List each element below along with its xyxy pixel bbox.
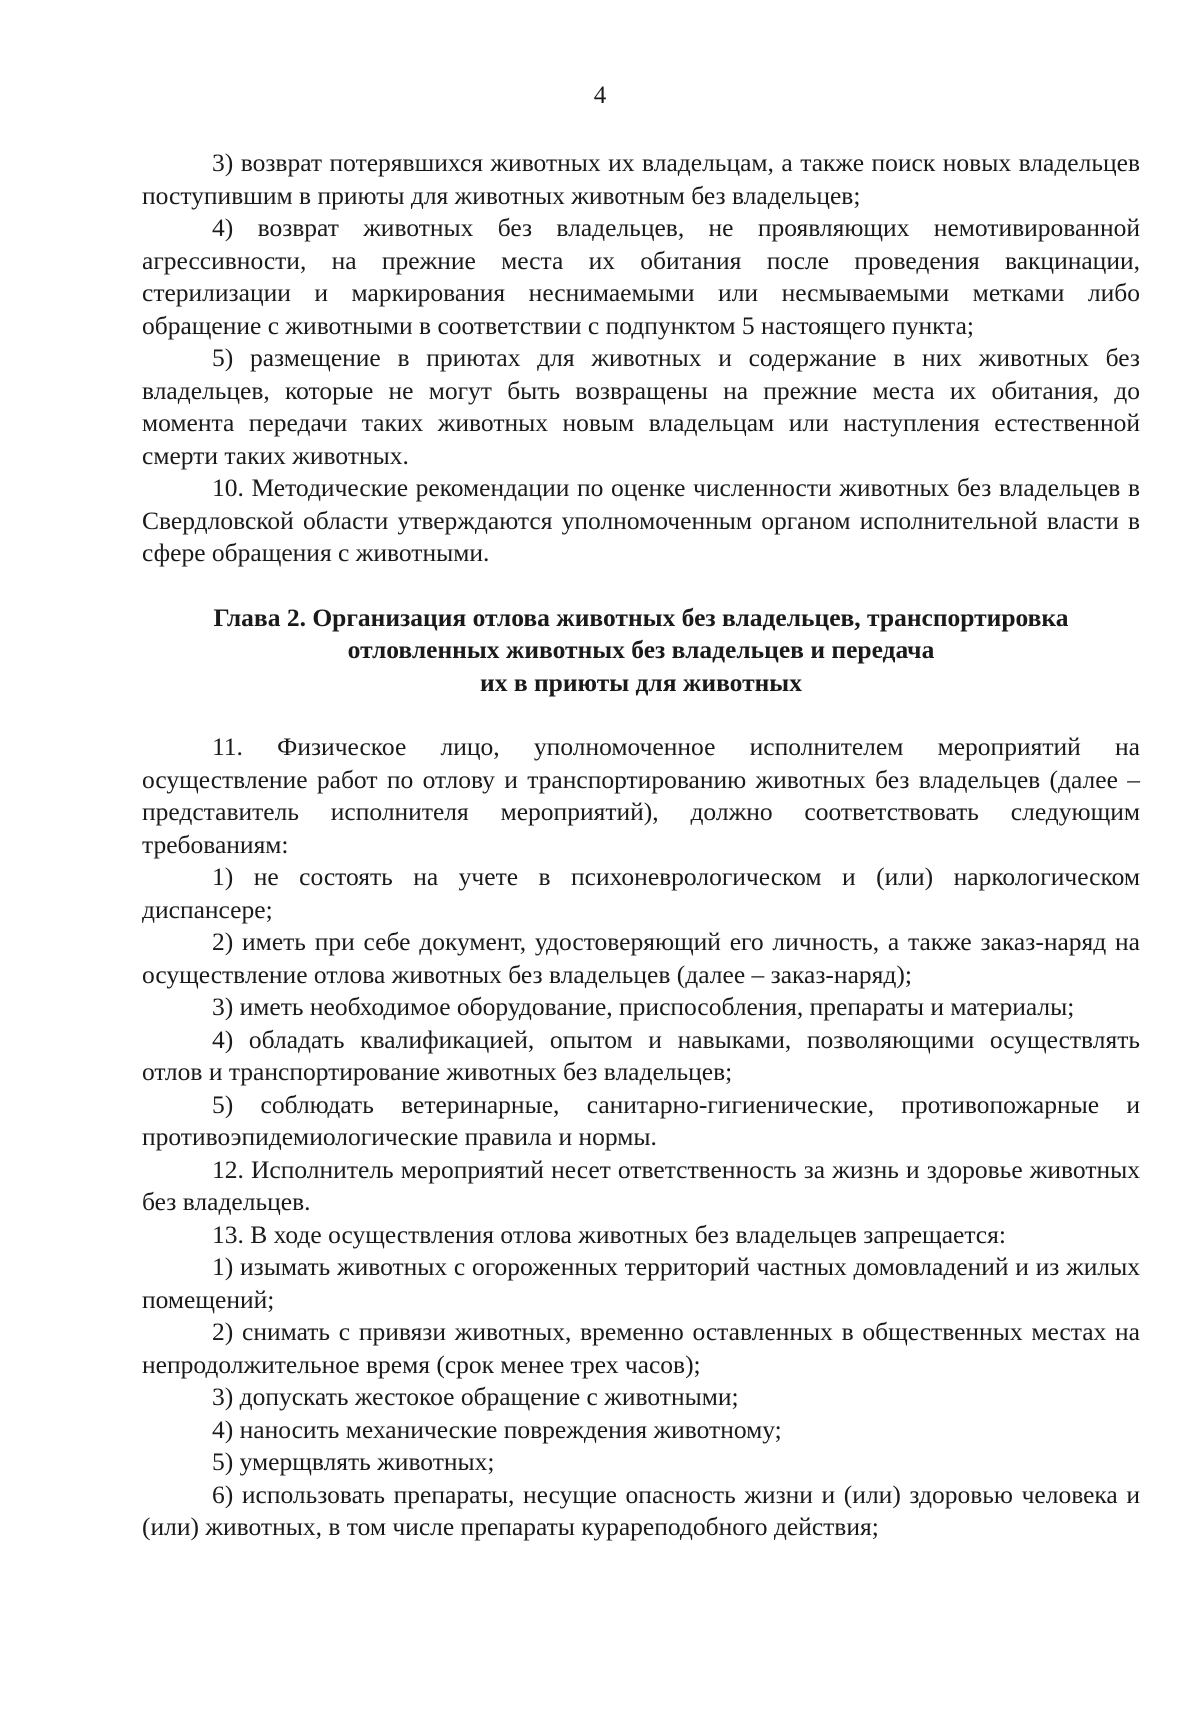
paragraph: 1) изымать животных с огороженных территорий частных домовладений и из жилых помещений; xyxy=(142,1252,1140,1314)
paragraph: 3) иметь необходимое оборудование, приспособления, препараты и материалы; xyxy=(212,992,1075,1021)
paragraph: 6) использовать препараты, несущие опасность жизни и (или) здоровью человека и (или) животных, в том числе препараты курареподобного действия; xyxy=(142,1479,1140,1541)
paragraph: 13. В ходе осуществления отлова животных без владельцев запрещается: xyxy=(212,1219,1006,1249)
paragraph: 5) соблюдать ветеринарные, санитарно-гигиенические, противопожарные и противоэпидемиологические правила и нормы. xyxy=(142,1089,1140,1151)
paragraph: 10. Методические рекомендации по оценке численности животных без владельцев в Свердловской области утверждаются уполномоченным органом исполнительной власти в сфере обращения с животными. xyxy=(142,473,1140,567)
paragraph: 5) размещение в приютах для животных и содержание в них животных без владельцев, которые не могут быть возвращены на прежние места их обитания, до момента передачи таких животных новым владельцам или наступления естественной смерти таких животных. xyxy=(142,343,1140,470)
paragraph: 12. Исполнитель мероприятий несет ответственность за жизнь и здоровье животных без владельцев. xyxy=(142,1154,1140,1216)
paragraph: 2) иметь при себе документ, удостоверяющий его личность, а также заказ-наряд на осуществление отлова животных без владельцев (далее – заказ-наряд); xyxy=(142,927,1140,989)
paragraph: 1) не состоять на учете в психоневрологическом и (или) наркологическом диспансере; xyxy=(142,862,1140,924)
chapter-heading-line: отловленных животных без владельцев и передача xyxy=(347,635,935,664)
chapter-heading-line: Глава 2. Организация отлова животных без владельцев, транспортировка xyxy=(213,602,1069,632)
paragraph: 4) возврат животных без владельцев, не проявляющих немотивированной агрессивности, на прежние места их обитания после проведения вакцинации, стерилизации и маркирования неснимаемыми или несмываемыми метками либо обращение с животными в соответствии с подпунктом 5 настоящего пункта; xyxy=(142,213,1140,340)
paragraph: 3) возврат потерявшихся животных их владельцам, а также поиск новых владельцев поступившим в приюты для животных животным без владельцев; xyxy=(142,148,1140,210)
paragraph: 11. Физическое лицо, уполномоченное исполнителем мероприятий на осуществление работ по отлову и транспортированию животных без владельцев (далее – представитель исполнителя мероприятий), должно соответствовать следующим требованиям: xyxy=(142,732,1140,859)
page-number: 4 xyxy=(593,82,607,109)
paragraph: 3) допускать жестокое обращение с животными; xyxy=(212,1382,739,1411)
paragraph: 4) наносить механические повреждения животному; xyxy=(212,1414,782,1444)
chapter-heading xyxy=(142,602,1140,700)
paragraph: 4) обладать квалификацией, опытом и навыками, позволяющими осуществлять отлов и транспортирование животных без владельцев; xyxy=(142,1024,1140,1086)
paragraph: 2) снимать с привязи животных, временно оставленных в общественных местах на непродолжительное время (срок менее трех часов); xyxy=(142,1317,1140,1379)
chapter-heading-line: их в приюты для животных xyxy=(480,667,802,697)
paragraph: 5) умерщвлять животных; xyxy=(212,1447,495,1476)
document-body xyxy=(142,147,1140,1544)
